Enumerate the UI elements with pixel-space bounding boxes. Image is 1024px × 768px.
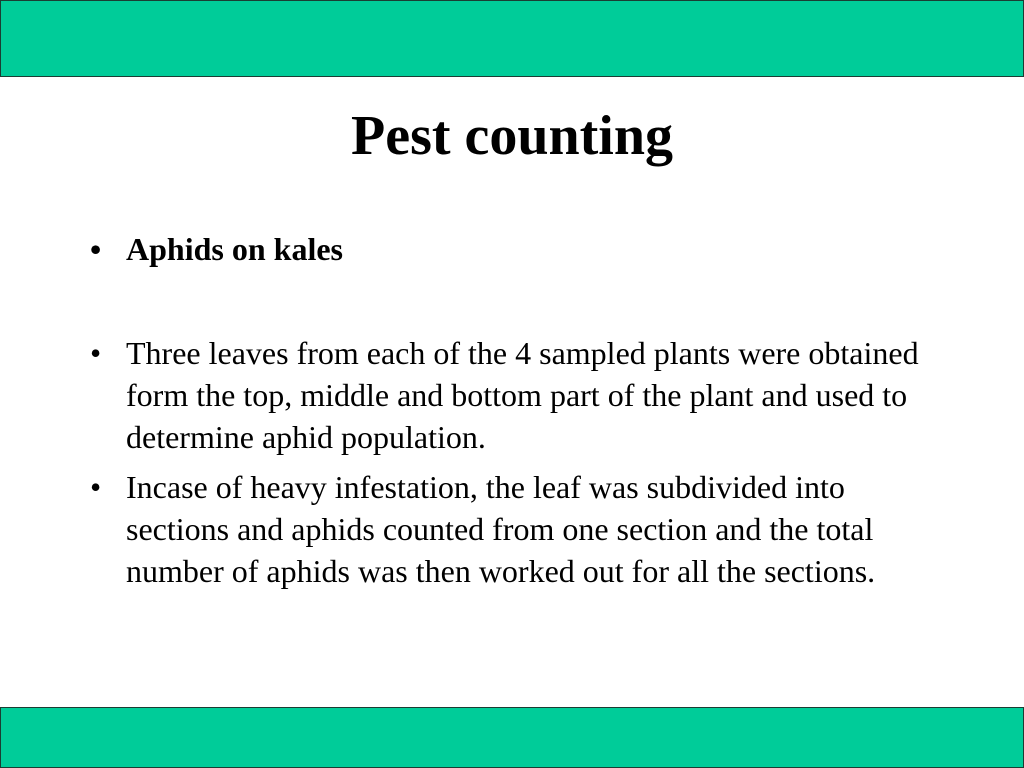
bullet-list <box>90 228 930 600</box>
bullet-text: Aphids on kales <box>126 231 343 267</box>
bullet-marker: • <box>90 469 102 505</box>
bullet-marker: • <box>90 335 102 371</box>
bullet-item-aphids-on-kales <box>90 228 930 270</box>
bullet-text: Three leaves from each of the 4 sampled plants were obtained form the top, middle and bottom part of the plant and used to determine aphid population. <box>126 335 919 455</box>
slide-title: Pest counting <box>351 105 673 167</box>
bullet-marker: • <box>90 231 102 267</box>
bullet-item-heavy-infestation <box>90 466 930 592</box>
bottom-accent-band <box>0 707 1024 768</box>
bullet-item-leaf-sampling <box>90 332 930 458</box>
top-accent-band <box>0 0 1024 77</box>
bullet-text: Incase of heavy infestation, the leaf was subdivided into sections and aphids counted from one section and the total number of aphids was then worked out for all the sections. <box>126 469 876 589</box>
